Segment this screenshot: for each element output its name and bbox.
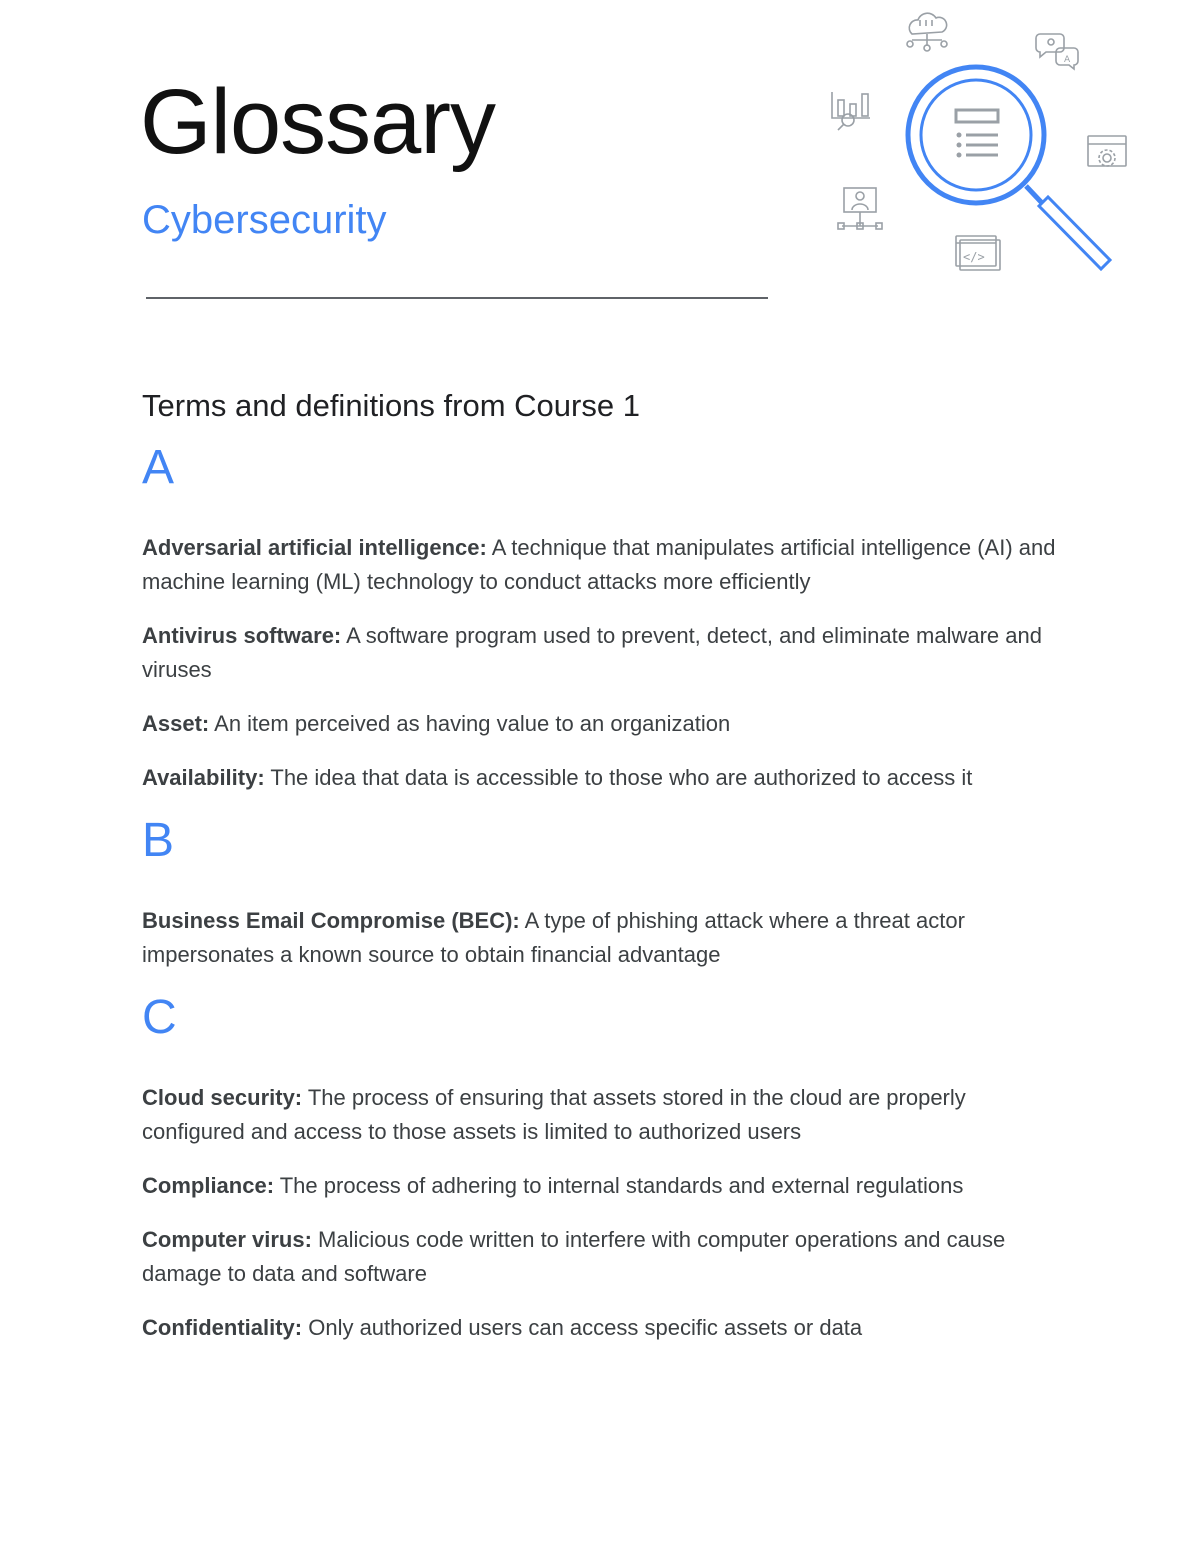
svg-text:</>: </> — [963, 250, 985, 264]
term-definition: The process of ensuring that assets stored in the cloud are properly configured and access to those assets is limited to authorized users — [142, 1084, 966, 1144]
glossary-entry — [142, 619, 1062, 687]
settings-window-icon — [1088, 136, 1126, 166]
term-definition: A type of phishing attack where a threat actor impersonates a known source to obtain financial advantage — [142, 907, 965, 967]
glossary-entry — [142, 1081, 1062, 1149]
chat-bubbles-icon — [1036, 34, 1078, 69]
term-name: Asset: — [142, 711, 210, 737]
code-window-icon — [956, 236, 1000, 270]
term-name: Confidentiality: — [142, 1314, 303, 1340]
term-name: Compliance: — [142, 1172, 275, 1198]
glossary-content — [142, 386, 1062, 1365]
section-letter: B — [142, 814, 175, 868]
term-name: Antivirus software: — [142, 623, 342, 649]
section-letter: C — [142, 990, 177, 1044]
glossary-entry — [142, 1169, 1062, 1203]
glossary-section-a — [142, 442, 1062, 795]
term-name: Cloud security: — [142, 1084, 303, 1110]
glossary-entry — [142, 904, 1062, 972]
svg-text:A: A — [1064, 55, 1071, 65]
term-definition: A software program used to prevent, detect, and eliminate malware and viruses — [142, 623, 1042, 683]
page-subtitle: Cybersecurity — [142, 198, 387, 242]
magnifier-document-icon — [908, 67, 1110, 269]
glossary-section-b — [142, 815, 1062, 972]
title-divider — [146, 297, 768, 299]
term-definition: The idea that data is accessible to those who are authorized to access it — [264, 765, 973, 791]
cloud-network-icon — [907, 13, 947, 51]
person-network-icon — [838, 188, 882, 229]
term-definition: An item perceived as having value to an organization — [209, 711, 731, 737]
glossary-entry — [142, 1311, 1062, 1345]
page-title: Glossary — [140, 71, 495, 173]
term-name: Availability: — [142, 765, 265, 791]
term-name: Business Email Compromise (BEC): — [142, 907, 520, 933]
glossary-section-c — [142, 992, 1062, 1345]
glossary-sections — [142, 442, 1062, 1344]
term-name: Computer virus: — [142, 1226, 312, 1252]
term-definition: A technique that manipulates artificial intelligence (AI) and machine learning (ML) technology to conduct attacks more efficiently — [142, 535, 1056, 595]
glossary-entry — [142, 761, 1062, 795]
term-name: Adversarial artificial intelligence: — [142, 535, 487, 561]
glossary-entry — [142, 1223, 1062, 1291]
section-letter: A — [142, 441, 175, 495]
term-definition: Only authorized users can access specific assets or data — [302, 1314, 863, 1340]
term-definition: Malicious code written to interfere with computer operations and cause damage to data and software — [142, 1226, 1006, 1286]
chart-search-icon — [832, 92, 870, 130]
header-illustration — [820, 0, 1150, 290]
section-heading: Terms and definitions from Course 1 — [142, 388, 640, 423]
term-definition: The process of adhering to internal standards and external regulations — [274, 1172, 964, 1198]
glossary-entry — [142, 707, 1062, 741]
glossary-entry — [142, 531, 1062, 599]
